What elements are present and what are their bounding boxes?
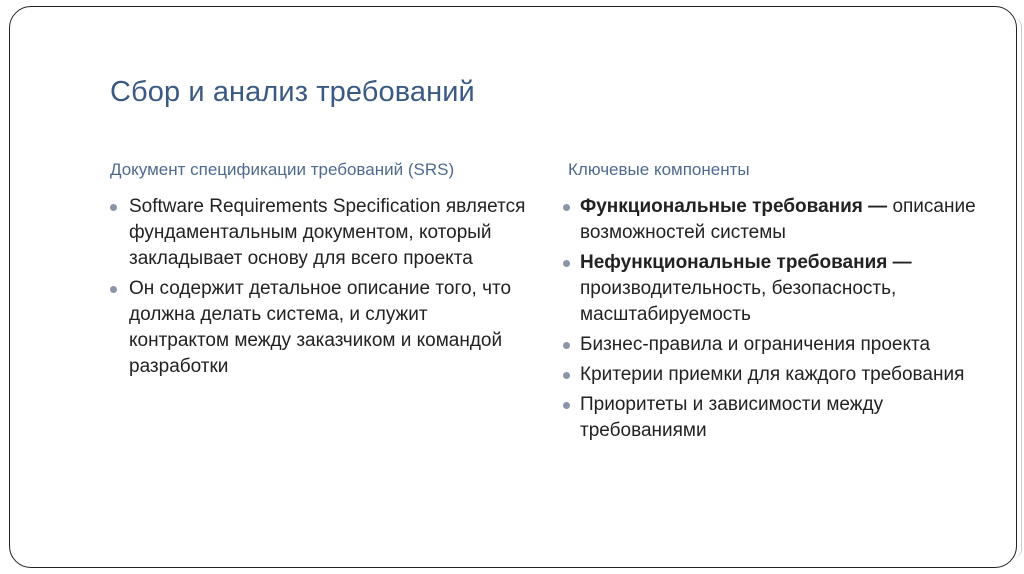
left-list-item <box>110 194 530 272</box>
right-list-item-bold: Функциональные требования — <box>580 196 888 217</box>
right-list-item-text: описание возможностей системы <box>580 196 976 243</box>
round-bullet-icon <box>563 260 570 267</box>
left-list-item-text: Software Requirements Specification является фундаментальным документом, который закладывает основу для всего проекта <box>129 196 526 269</box>
left-list-item-text: Он содержит детальное описание того, что должна делать система, и служит контрактом между заказчиком и командой разработки <box>129 278 512 377</box>
slide-title: Сбор и анализ требований <box>110 76 475 108</box>
left-bullet-list <box>110 194 530 384</box>
round-bullet-icon <box>563 342 570 349</box>
round-bullet-icon <box>563 372 570 379</box>
right-bullet-list <box>560 194 980 448</box>
left-list-item <box>110 276 530 380</box>
left-column-heading: Документ спецификации требований (SRS) <box>110 160 455 179</box>
round-bullet-icon <box>563 402 570 409</box>
round-bullet-icon <box>110 286 117 293</box>
right-list-item <box>560 392 980 444</box>
right-list-item-text: Критерии приемки для каждого требования <box>580 364 965 385</box>
round-bullet-icon <box>110 204 117 211</box>
right-list-item <box>560 362 980 388</box>
right-list-item-text: Приоритеты и зависимости между требованиями <box>580 394 884 441</box>
right-list-item <box>560 332 980 358</box>
right-list-item-text: производительность, безопасность, масштабируемость <box>580 278 897 325</box>
round-bullet-icon <box>563 204 570 211</box>
right-list-item <box>560 194 980 246</box>
right-list-item-text: Бизнес-правила и ограничения проекта <box>580 334 931 355</box>
right-list-item <box>560 250 980 328</box>
page-edge-shadow <box>1013 18 1022 558</box>
right-column-heading: Ключевые компоненты <box>568 160 750 179</box>
right-list-item-bold: Нефункциональные требования — <box>580 252 912 273</box>
